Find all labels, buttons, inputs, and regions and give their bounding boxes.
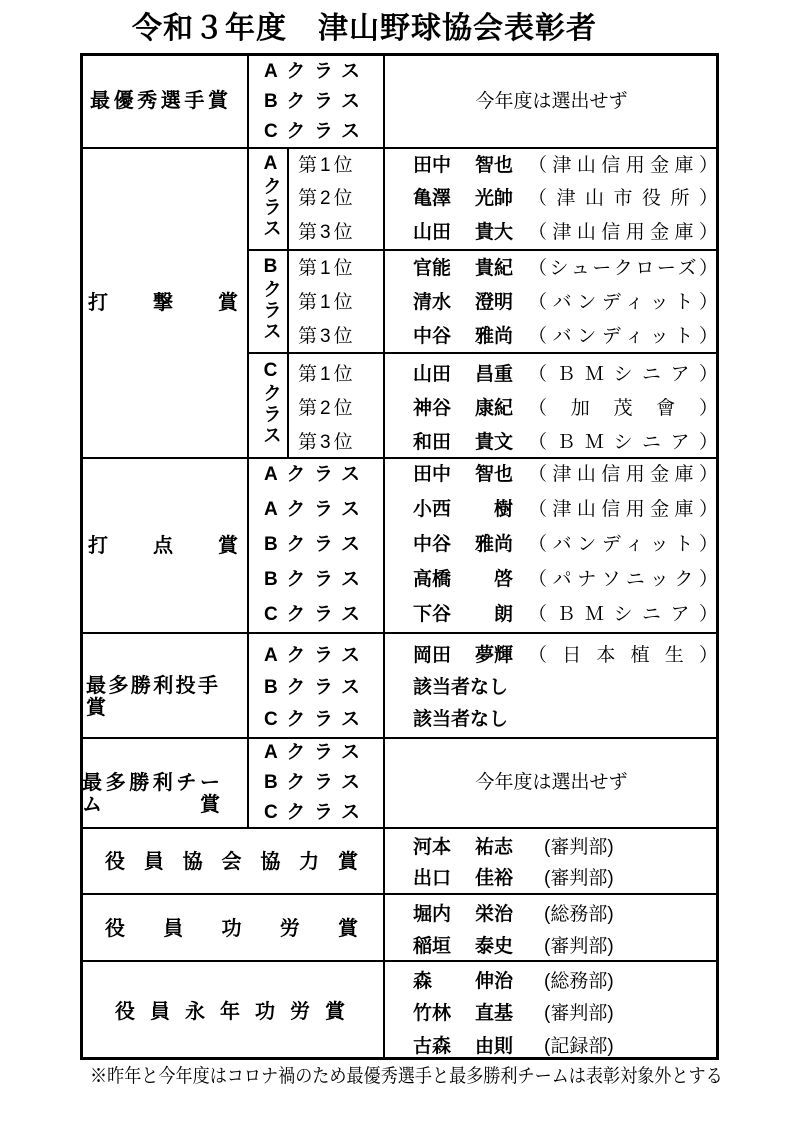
footer-note: ※昨年と今年度はコロナ禍のため最優秀選手と最多勝利チームは表彰対象外とする <box>90 1066 723 1087</box>
winner-last: 和田 <box>413 432 452 453</box>
batting-class-b: Bクラス <box>260 256 281 342</box>
winner-name <box>413 364 513 386</box>
winner-name <box>413 569 513 591</box>
rank-label: 第1位 <box>298 364 356 385</box>
grid-vline-names <box>383 53 385 1060</box>
winner-last: 清水 <box>413 292 452 313</box>
class-label: Cクラス <box>264 709 360 730</box>
winner-dept: (審判部) <box>544 837 614 858</box>
mvp-result: 今年度は選出せず <box>475 91 628 112</box>
no-recipient-text: 該当者なし <box>413 677 509 698</box>
class-label: Aクラス <box>264 499 360 520</box>
class-label: Aクラス <box>264 464 360 485</box>
winner-last: 中谷 <box>413 534 452 555</box>
winner-last: 出口 <box>413 868 452 889</box>
winner-name <box>413 326 513 348</box>
winner-first: 佳裕 <box>474 868 513 889</box>
winner-first: 澄明 <box>474 292 513 313</box>
winner-first: 泰史 <box>474 936 513 957</box>
rank-label: 第3位 <box>298 432 356 453</box>
rank-label: 第2位 <box>298 188 356 209</box>
winner-team: （バンディット） <box>528 326 718 347</box>
award-title-team: 最多勝利チーム賞 <box>82 772 220 816</box>
team-award-result: 今年度は選出せず <box>475 772 628 793</box>
rank-label: 第2位 <box>298 398 356 419</box>
class-label-b: Bクラス <box>264 772 360 793</box>
winner-team: （津山市役所） <box>528 188 718 209</box>
winner-team: （バンディット） <box>528 534 718 555</box>
winner-team: （シュークローズ） <box>528 258 718 279</box>
grid-hline-2 <box>80 457 719 459</box>
winner-name <box>413 432 513 454</box>
winner-first: 直基 <box>474 1003 513 1024</box>
award-title-rbi: 打点賞 <box>88 535 238 557</box>
class-label: Aクラス <box>264 645 360 666</box>
winner-team: （日本植生） <box>528 645 718 666</box>
winner-team: （パナソニック） <box>528 569 718 590</box>
winner-last: 亀澤 <box>413 188 452 209</box>
winner-first: 栄治 <box>474 904 513 925</box>
winner-first: 朗 <box>493 604 513 625</box>
class-label: Cクラス <box>264 604 360 625</box>
winner-last: 古森 <box>413 1036 452 1057</box>
page-title: 令和３年度 津山野球協会表彰者 <box>132 12 597 45</box>
no-recipient-text: 該当者なし <box>413 709 509 730</box>
grid-vline-class <box>247 53 249 828</box>
winner-first: 康紀 <box>474 398 513 419</box>
winner-name <box>413 534 513 556</box>
winner-last: 中谷 <box>413 326 452 347</box>
winner-team: （津山信用金庫） <box>528 155 718 176</box>
winner-first: 伸治 <box>474 971 513 992</box>
winner-team: （津山信用金庫） <box>528 222 718 243</box>
winner-name <box>413 155 513 177</box>
winner-dept: (審判部) <box>544 936 614 957</box>
winner-last: 岡田 <box>413 645 452 666</box>
rank-label: 第1位 <box>298 155 356 176</box>
class-label-a: Aクラス <box>264 61 360 82</box>
winner-name <box>413 398 513 420</box>
winner-name <box>413 1003 513 1025</box>
grid-hline-4 <box>80 737 719 739</box>
class-label-c: Cクラス <box>264 121 360 142</box>
winner-last: 森 <box>413 971 433 992</box>
winner-name <box>413 645 513 667</box>
winner-first: 夢輝 <box>474 645 513 666</box>
winner-name <box>413 464 513 486</box>
winner-first: 樹 <box>493 499 513 520</box>
rank-label: 第3位 <box>298 326 356 347</box>
winner-name <box>413 292 513 314</box>
rank-label: 第3位 <box>298 222 356 243</box>
grid-hline-batting-bc <box>247 352 719 354</box>
award-title-merit: 役員功労賞 <box>105 918 358 940</box>
award-title-mvp: 最優秀選手賞 <box>90 90 228 112</box>
winner-dept: (総務部) <box>544 971 614 992</box>
winner-last: 山田 <box>413 222 452 243</box>
winner-name <box>413 222 513 244</box>
winner-name <box>413 868 513 890</box>
winner-first: 祐志 <box>474 837 513 858</box>
winner-first: 智也 <box>474 155 513 176</box>
rank-label: 第1位 <box>298 258 356 279</box>
batting-class-a: Aクラス <box>260 153 281 239</box>
winner-last: 田中 <box>413 464 452 485</box>
grid-hline-5 <box>80 827 719 829</box>
winner-team: （ＢＭシニア） <box>528 432 718 453</box>
winner-name <box>413 904 513 926</box>
winner-dept: (総務部) <box>544 904 614 925</box>
winner-team: （バンディット） <box>528 292 718 313</box>
winner-name <box>413 604 513 626</box>
winner-team: （津山信用金庫） <box>528 464 718 485</box>
winner-name <box>413 499 513 521</box>
winner-first: 雅尚 <box>474 534 513 555</box>
winner-team: （津山信用金庫） <box>528 499 718 520</box>
award-title-pitcher: 最多勝利投手賞 <box>86 675 218 719</box>
class-label: Bクラス <box>264 569 360 590</box>
class-label-c: Cクラス <box>264 802 360 823</box>
winner-first: 由則 <box>474 1036 513 1057</box>
grid-hline-batting-ab <box>247 249 719 251</box>
winner-name <box>413 188 513 210</box>
winner-first: 啓 <box>493 569 513 590</box>
winner-dept: (審判部) <box>544 868 614 889</box>
grid-vline-rank <box>287 148 289 458</box>
class-label-a: Aクラス <box>264 742 360 763</box>
winner-first: 雅尚 <box>474 326 513 347</box>
winner-first: 智也 <box>474 464 513 485</box>
class-label: Bクラス <box>264 534 360 555</box>
winner-name <box>413 971 513 993</box>
grid-hline-6 <box>80 893 719 895</box>
winner-last: 高橋 <box>413 569 452 590</box>
class-label-b: Bクラス <box>264 91 360 112</box>
grid-hline-7 <box>80 960 719 962</box>
winner-dept: (審判部) <box>544 1003 614 1024</box>
winner-dept: (記録部) <box>544 1036 614 1057</box>
winner-first: 貴文 <box>474 432 513 453</box>
winner-last: 稲垣 <box>413 936 452 957</box>
winner-last: 小西 <box>413 499 452 520</box>
winner-first: 貴紀 <box>474 258 513 279</box>
rank-label: 第1位 <box>298 292 356 313</box>
winner-team: （ＢＭシニア） <box>528 364 718 385</box>
winner-team: （ＢＭシニア） <box>528 604 718 625</box>
class-label: Bクラス <box>264 677 360 698</box>
winner-last: 竹林 <box>413 1003 452 1024</box>
winner-last: 堀内 <box>413 904 452 925</box>
grid-hline-3 <box>80 632 719 634</box>
winner-name <box>413 1036 513 1058</box>
grid-hline-1 <box>80 147 719 149</box>
award-title-coop: 役員協会協力賞 <box>105 851 358 873</box>
award-title-longservice: 役員永年功労賞 <box>115 1001 345 1023</box>
winner-last: 山田 <box>413 364 452 385</box>
winner-last: 神谷 <box>413 398 452 419</box>
winner-name <box>413 936 513 958</box>
winner-last: 下谷 <box>413 604 452 625</box>
batting-class-c: Cクラス <box>260 360 281 446</box>
winner-team: （加茂會） <box>528 398 718 419</box>
winner-last: 河本 <box>413 837 452 858</box>
winner-last: 官能 <box>413 258 452 279</box>
winner-last: 田中 <box>413 155 452 176</box>
winner-first: 貴大 <box>474 222 513 243</box>
winner-first: 光帥 <box>474 188 513 209</box>
winner-name <box>413 837 513 859</box>
winner-first: 昌重 <box>474 364 513 385</box>
winner-name <box>413 258 513 280</box>
award-title-batting: 打撃賞 <box>88 292 238 314</box>
